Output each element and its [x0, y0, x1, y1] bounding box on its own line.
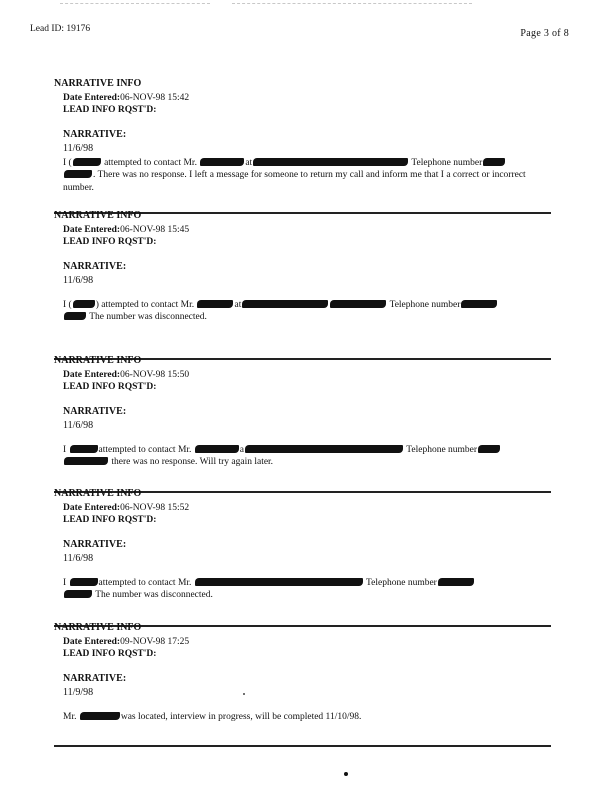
lead-info-label: LEAD INFO RQST'D: — [63, 237, 157, 248]
narrative-text — [63, 577, 554, 602]
text-segment: at — [234, 299, 242, 310]
redaction — [64, 170, 92, 178]
narrative-text — [63, 444, 554, 469]
redaction — [330, 300, 386, 308]
date-entered-value: 06-NOV-98 15:45 — [120, 225, 190, 236]
text-segment: a — [239, 444, 245, 455]
section-heading: NARRATIVE INFO — [54, 78, 142, 89]
redaction — [242, 300, 328, 308]
page-number: Page 3 of 8 — [520, 28, 569, 39]
redaction — [245, 445, 403, 453]
narrative-entry — [54, 210, 554, 324]
text-segment: Telephone number — [406, 444, 478, 455]
date-entered-label: Date Entered: — [63, 225, 121, 236]
narrative-date: 11/9/98 — [63, 686, 94, 698]
scan-edge-line — [60, 3, 210, 4]
narrative-entry — [54, 488, 554, 602]
text-segment: The number was disconnected. — [95, 590, 213, 601]
text-segment: attempted to contact Mr. — [98, 577, 192, 588]
text-segment: Telephone number — [389, 299, 461, 310]
text-segment: Telephone number — [411, 157, 483, 168]
text-segment: Mr. — [63, 711, 77, 722]
lead-info-label: LEAD INFO RQST'D: — [63, 105, 157, 116]
redaction — [64, 590, 92, 598]
text-segment: The number was disconnected. — [89, 312, 207, 323]
redaction — [195, 578, 363, 586]
lead-id: Lead ID: 19176 — [30, 24, 91, 34]
narrative-date: 11/6/98 — [63, 419, 94, 431]
redaction — [253, 158, 408, 166]
date-entered-value: 06-NOV-98 15:52 — [120, 503, 190, 514]
text-segment: there was no response. Will try again later. — [111, 457, 274, 468]
redaction — [438, 578, 474, 586]
redaction — [80, 712, 120, 720]
date-entered-label: Date Entered: — [63, 503, 121, 514]
narrative-entry — [54, 78, 554, 194]
narrative-text — [63, 299, 554, 324]
text-segment: attempted to contact Mr. — [101, 157, 197, 168]
redaction — [461, 300, 497, 308]
date-entered-label: Date Entered: — [63, 637, 121, 648]
narrative-label: NARRATIVE: — [63, 260, 127, 272]
redaction — [195, 445, 239, 453]
narrative-label: NARRATIVE: — [63, 538, 127, 550]
text-segment: at — [245, 157, 253, 168]
narrative-label: NARRATIVE: — [63, 128, 127, 140]
section-heading: NARRATIVE INFO — [54, 210, 142, 221]
section-heading: NARRATIVE INFO — [54, 488, 142, 499]
text-segment: I — [63, 444, 67, 455]
section-divider — [54, 745, 551, 747]
narrative-text — [63, 711, 554, 723]
redaction — [64, 457, 108, 465]
narrative-entry — [54, 622, 554, 723]
text-segment: attempted to contact Mr. — [98, 444, 192, 455]
date-entered-label: Date Entered: — [63, 93, 121, 104]
redaction — [70, 445, 98, 453]
text-segment: was located, interview in progress, will be completed 11/10/98. — [120, 711, 362, 722]
narrative-entry — [54, 355, 554, 469]
text-segment: . There was no response. I left a message for someone to return my call and inform me that I a correct or incorrect number. — [63, 170, 526, 193]
redaction — [73, 158, 101, 166]
narrative-date: 11/6/98 — [63, 552, 94, 564]
redaction — [64, 312, 86, 320]
lead-info-label: LEAD INFO RQST'D: — [63, 649, 157, 660]
lead-info-label: LEAD INFO RQST'D: — [63, 382, 157, 393]
narrative-date: 11/6/98 — [63, 274, 94, 286]
narrative-label: NARRATIVE: — [63, 672, 127, 684]
redaction — [70, 578, 98, 586]
date-entered-value: 09-NOV-98 17:25 — [120, 637, 190, 648]
date-entered-value: 06-NOV-98 15:50 — [120, 370, 190, 381]
section-heading: NARRATIVE INFO — [54, 622, 142, 633]
text-segment: I ( — [63, 157, 72, 168]
redaction — [483, 158, 505, 166]
text-segment: I ( — [63, 299, 72, 310]
narrative-label: NARRATIVE: — [63, 405, 127, 417]
date-entered-value: 06-NOV-98 15:42 — [120, 93, 190, 104]
date-entered-label: Date Entered: — [63, 370, 121, 381]
text-segment: ) attempted to contact Mr. — [95, 299, 195, 310]
lead-info-label: LEAD INFO RQST'D: — [63, 515, 157, 526]
scan-speck — [243, 693, 245, 695]
text-segment: I — [63, 577, 67, 588]
section-heading: NARRATIVE INFO — [54, 355, 142, 366]
redaction — [73, 300, 95, 308]
redaction — [478, 445, 500, 453]
scan-dot — [344, 772, 348, 776]
narrative-text — [63, 157, 554, 194]
scan-edge-line — [232, 3, 472, 4]
redaction — [200, 158, 244, 166]
redaction — [197, 300, 233, 308]
narrative-date: 11/6/98 — [63, 142, 94, 154]
text-segment: Telephone number — [366, 577, 437, 588]
